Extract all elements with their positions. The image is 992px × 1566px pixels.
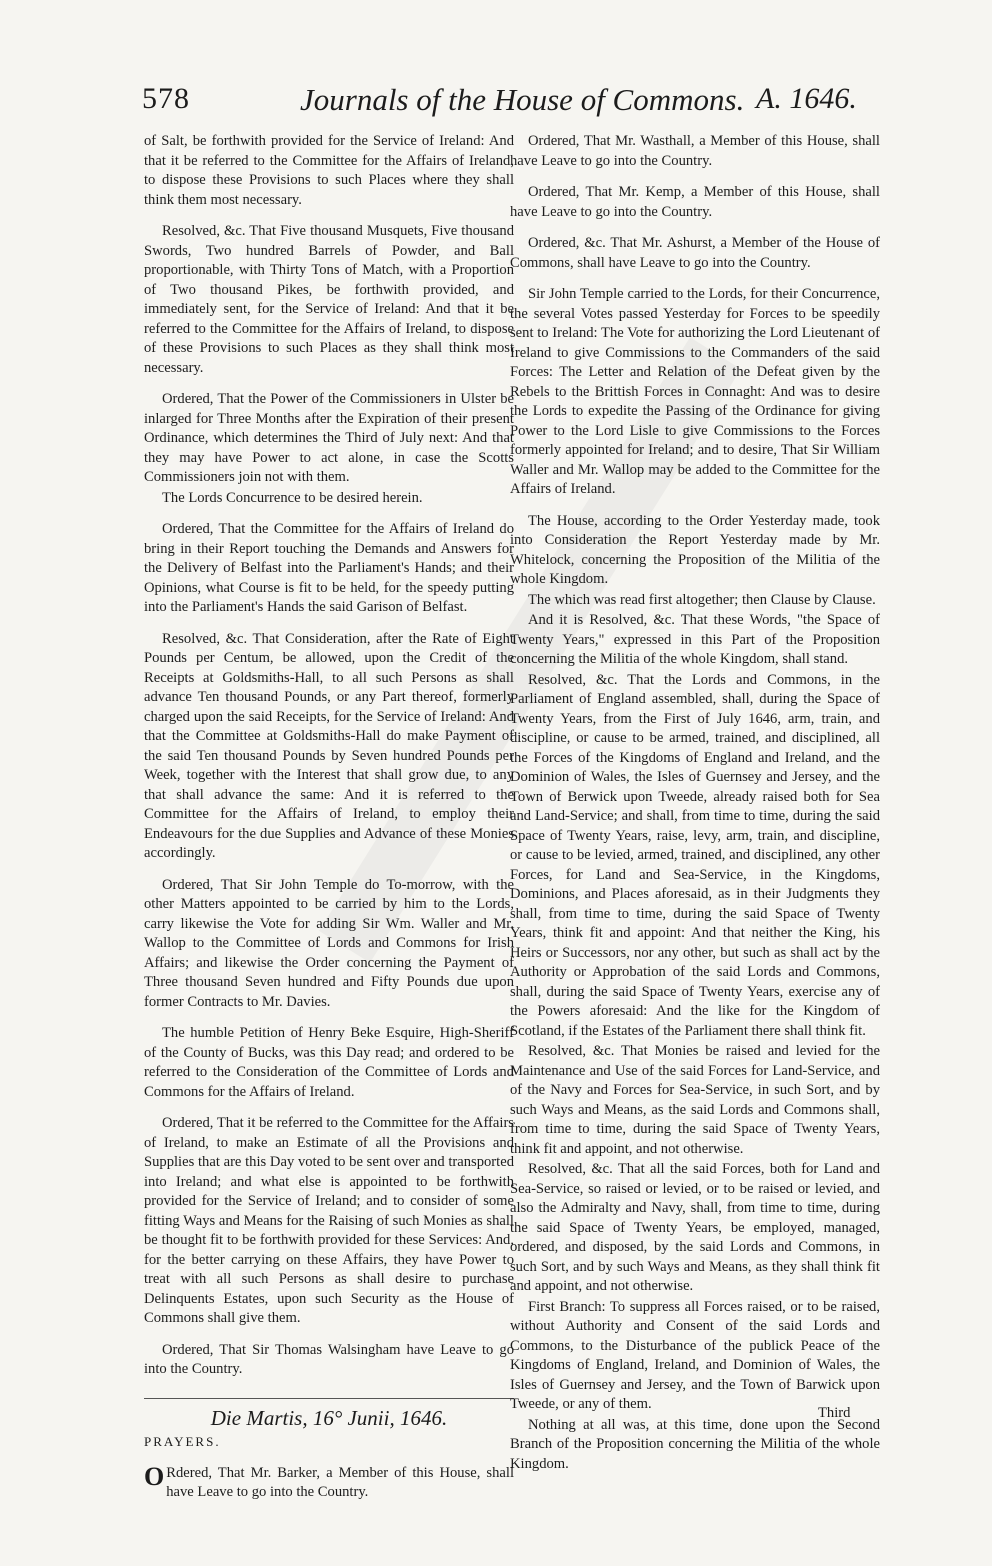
paragraph: Nothing at all was, at this time, done upon the Second Branch of the Proposition concerning the Militia of the whole Kingdom. (510, 1416, 880, 1472)
paragraph: Ordered, That Mr. Kemp, a Member of this House, shall have Leave to go into the Country. (510, 184, 880, 220)
paragraph: The House, according to the Order Yesterday made, took into Consideration the Report Yesterday made by Mr. Whitelock, concerning the Proposition of the Militia of the whole Kingdom. (510, 512, 880, 587)
paragraph: Resolved, &c. That Five thousand Musquets, Five thousand Swords, Two hundred Barrels of Powder, and Ball proportionable, with Thirty Tons of Match, with a Proportion of Two thousand Pikes, be forthwith provided, and immediately sent, for the Service of Ireland: And that it be referred to the Committee for the Affairs of Ireland, to dispose of these Provisions to such Places as they shall think most necessary. (144, 223, 514, 376)
left-column (144, 132, 514, 1515)
prayers-label: PRAYERS. (144, 1434, 221, 1449)
right-column (510, 132, 880, 1475)
paragraph: of Salt, be forthwith provided for the Service of Ireland: And that it be referred to the Committee for the Affairs of Ireland, to dispose these Provisions to such Places where they shall think them most necessary. (144, 133, 514, 208)
paragraph: Resolved, &c. That Monies be raised and levied for the Maintenance and Use of the said Forces for Land-Service, and of the Navy and Forces for Sea-Service, in such Sort, and by such Ways and Means, as the said Lords and Commons shall, from time to time, during the said Space of Twenty Years, think fit and appoint, and not otherwise. (510, 1043, 880, 1157)
paragraph: Ordered, That the Power of the Commissioners in Ulster be inlarged for Three Months after the Expiration of their present Ordinance, which determines the Third of July next: And that they may have Power to act alone, in case the Scotts Commissioners join not with them. (144, 391, 514, 485)
first-order-text: Rdered, That Mr. Barker, a Member of this House, shall have Leave to go into the Country. (166, 1464, 514, 1500)
journal-title: Journals of the House of Commons. (300, 82, 745, 117)
paragraph: And it is Resolved, &c. That these Words, "the Space of Twenty Years," expressed in this Part of the Proposition concerning the Militia of the whole Kingdom, shall stand. (510, 612, 880, 667)
day-heading: Die Martis, 16° Junii, 1646. (144, 1398, 514, 1429)
paragraph: The which was read first altogether; then Clause by Clause. (528, 591, 876, 608)
paragraph: Ordered, That it be referred to the Committee for the Affairs of Ireland, to make an Estimate of all the Provisions and Supplies that are this Day voted to be sent over and transported into Ireland; and what else is appointed to be forthwith provided for the Service of Ireland; and to consider of some fitting Ways and Means for the Raising of such Monies as shall be thought fit to be forthwith provided for these Services: And, for the better carrying on these Affairs, they have Power to treat with all such Persons as shall desire to purchase Delinquents Estates, upon such Security as the House of Commons shall give them. (144, 1115, 514, 1326)
page-header (0, 82, 992, 122)
paragraph: Resolved, &c. That Consideration, after the Rate of Eight Pounds per Centum, be allowed, upon the Credit of the Receipts at Goldsmiths-Hall, to all such Persons as shall advance Ten thousand Pounds, or any Part thereof, formerly charged upon the said Receipts, for the Service of Ireland: And that the Committee at Goldsmiths-Hall do make Payment of the said Ten thousand Pounds by Seven hundred Pounds per Week, together with the Interest that shall grow due, to any that shall advance the same: And it is referred to the Committee for the Affairs of Ireland, to employ their Endeavours for the due Supplies and Advance of these Monies accordingly. (144, 630, 514, 861)
catchword: Third (818, 1405, 851, 1421)
paragraph: Ordered, That the Committee for the Affairs of Ireland do bring in their Report touching the Demands and Answers for the Delivery of Belfast into the Parliament's Hands; and their Opinions, what Course is fit to be held, for the speedy putting into the Parliament's Hands the said Garison of Belfast. (144, 521, 514, 615)
paragraph: Ordered, That Mr. Wasthall, a Member of this House, shall have Leave to go into the Country. (510, 133, 880, 169)
paragraph: First Branch: To suppress all Forces raised, or to be raised, without Authority and Consent of the said Lords and Commons, to the Disturbance of the publick Peace of the Kingdoms of England, Ireland, and Dominion of Wales, the Isles of Guernsey and Jersey, and the Town of Barwick upon Tweede, or any of them. (510, 1298, 880, 1412)
drop-cap: O (144, 1461, 165, 1491)
paragraph: Sir John Temple carried to the Lords, for their Concurrence, the several Votes passed Yesterday for Forces to be speedily sent to Ireland: The Vote for authorizing the Lord Lieutenant of Ireland to give Commissions to the Commanders of the said Forces: The Letter and Relation of the Defeat given by the Rebels to the Brittish Forces in Connaght: And was to desire the Lords to expedite the Passing of the Ordinance for giving Power to the Lord Lisle to give Commissions to the Forces formerly appointed for Ireland; and to desire, That Sir William Waller and Mr. Wallop may be added to the Committee for the Affairs of Ireland. (510, 286, 880, 497)
paragraph: Ordered, &c. That Mr. Ashurst, a Member of the House of Commons, shall have Leave to go into the Country. (510, 235, 880, 271)
paragraph: Resolved, &c. That all the said Forces, both for Land and Sea-Service, so raised or levied, or to be raised or levied, and also the Admiralty and Navy, shall, from time to time, during the said Space of Twenty Years, be employed, managed, ordered, and disposed, by the said Lords and Commons, in such Sort, and by such Ways and Means, as they shall think fit and appoint, and not otherwise. (510, 1161, 880, 1294)
paragraph: Resolved, &c. That the Lords and Commons, in the Parliament of England assembled, shall, during the Space of Twenty Years, from the First of July 1646, arm, train, and discipline, or cause to be armed, trained, and disciplined, all the Forces of the Kingdoms of England and Ireland, and the Dominion of Wales, the Isles of Guernsey and Jersey, and the Town of Berwick upon Tweede, already raised both for Sea and Land-Service; and shall, from time to time, during the said Space of Twenty Years, raise, levy, arm, train, and discipline, or cause to be levied, armed, trained, and disciplined, any other Forces, for Land and Sea-Service, in the Kingdoms, Dominions, and Places aforesaid, as in their Judgments they shall, from time to time, during the said Space of Twenty Years, think fit and appoint: And that neither the King, his Heirs or Successors, nor any other, but such as shall act by the Authority or Approbation of the said Lords and Commons, shall, during the said Space of Twenty Years, exercise any of the Powers aforesaid: And the like for the Kingdom of Scotland, if the Estates of the Parliament there shall think fit. (510, 671, 880, 1039)
paragraph: The humble Petition of Henry Beke Esquire, High-Sheriff of the County of Bucks, was this Day read; and ordered to be referred to the Consideration of the Committee of Lords and Commons for the Affairs of Ireland. (144, 1025, 514, 1100)
first-order (144, 1461, 514, 1503)
paragraph: Ordered, That Sir Thomas Walsingham have Leave to go into the Country. (144, 1341, 514, 1377)
page-number: 578 (142, 82, 190, 115)
paragraph: The Lords Concurrence to be desired herein. (162, 489, 423, 506)
page-year: A. 1646. (756, 82, 857, 115)
paragraph: Ordered, That Sir John Temple do To-morrow, with the other Matters appointed to be carried by him to the Lords, carry likewise the Vote for adding Sir Wm. Waller and Mr. Wallop to the Committee of Lords and Commons for Irish Affairs; and likewise the Order concerning the Payment of Three thousand Seven hundred and Fifty Pounds due upon former Contracts to Mr. Davies. (144, 876, 514, 1010)
